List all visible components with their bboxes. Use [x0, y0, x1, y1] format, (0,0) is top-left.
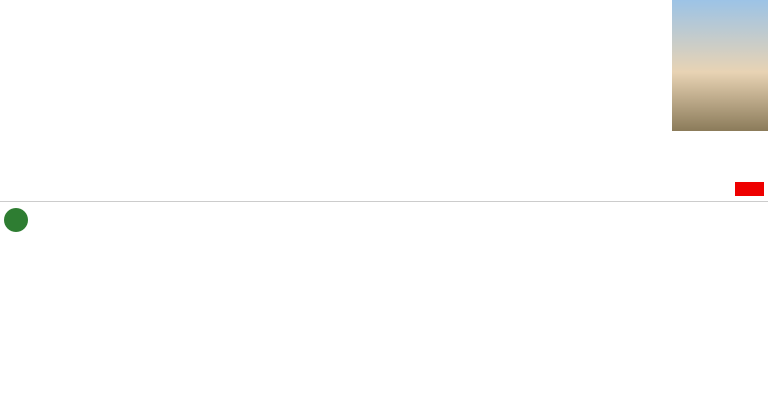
cover-bottom — [0, 202, 96, 403]
org-address — [0, 262, 96, 274]
org-logo-icon — [4, 208, 28, 232]
top-row — [0, 0, 768, 201]
bottom-row — [0, 202, 768, 403]
org-logo-box — [0, 202, 96, 262]
cover-top — [672, 0, 768, 201]
cover-photo — [672, 0, 768, 131]
sponsor-logo — [735, 182, 764, 196]
